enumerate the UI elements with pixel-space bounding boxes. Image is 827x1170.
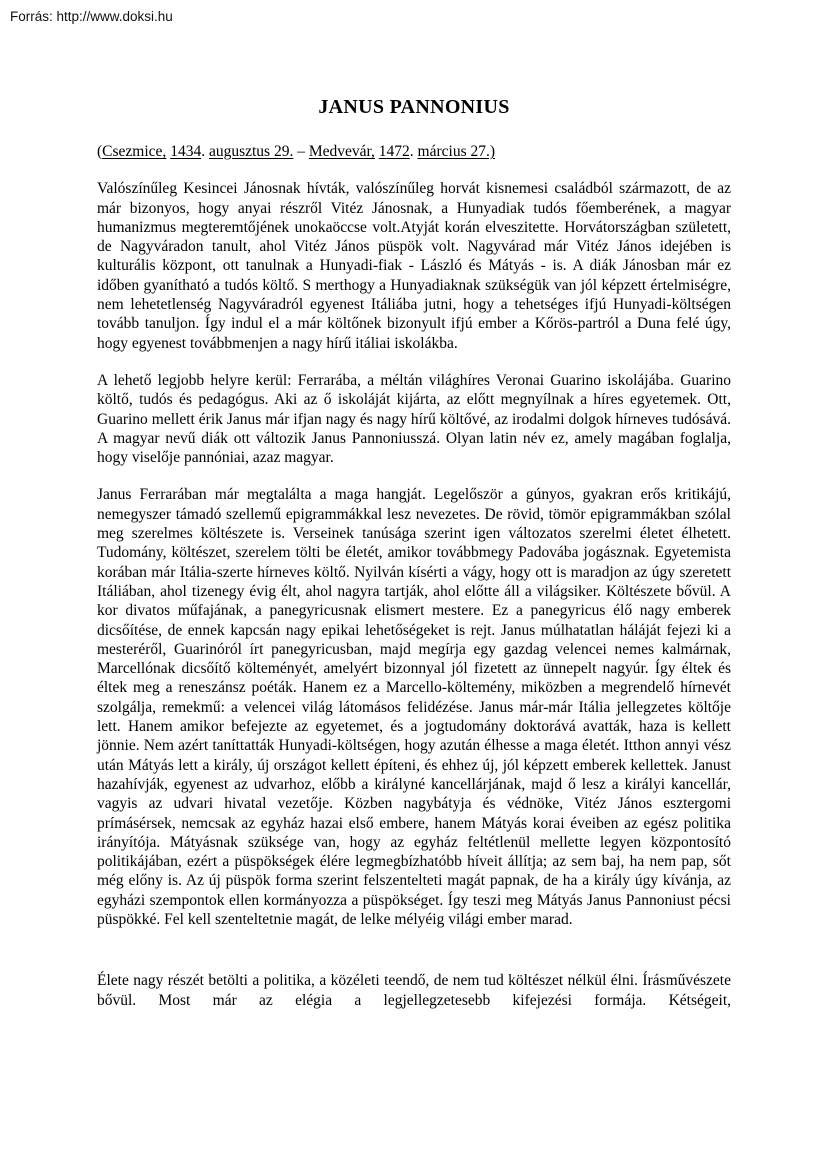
paragraph: Janus Ferrarában már megtalálta a maga hangját. Legelőször a gúnyos, gyakran erős kritikájú, nemegyszer támadó szellemű epigrammákkal lesz nevezetes. De rövid, tömör epigrammákban szólal meg szerelmes költészete is. Verseinek tanúsága szerint igen változatos szerelmi életet élhetett. Tudomány, költészet, szerelem tölti be életét, amikor továbbmegy Padovába jogásznak. Egyetemista korában már Itália-szerte hírneves költő. Nyilván kísérti a vágy, hogy ott is maradjon az úgy szeretett Itáliában, ahol tizenegy évig élt, ahol nagyra tartják, ahol előtte áll a világsiker. Költészete bővül. A kor divatos műfajának, a panegyricusnak elismert mestere. Ez a panegyricus élő nagy emberek dicsőítése, de ennek kapcsán nagy epikai lehetőségeket is rejt. Janus múlhatatlan háláját fejezi ki a mesteréről, Guarinóról írt panegyricusban, majd megírja egy gazdag velencei nemes kalmárnak, Marcellónak dicsőítő költeményét, amelyért bizonnyal jól fizetett az ünnepelt nagyúr. Így éltek és éltek meg a reneszánsz poéták. Hanem ez a Marcello-költemény, miközben a megrendelő hírnevét szolgálja, remekmű: a velencei világ látomásos felidézése. Janus már-már Itália jellegzetes költője lett. Hanem amikor befejezte az egyetemet, és a jogtudomány doktorává avatták, haza is kellett jönnie. Nem azért taníttatták Hunyadi-költségen, hogy azután élhesse a maga életét. Itthon annyi vész után Mátyás lett a király, új országot kellett építeni, és ehhez új, jól képzett emberek kellettek. Janust hazahívják, egyenest az udvarhoz, előbb a királyné kancellárjának, majd ő lesz a királyi kancellár, vagyis az udvari hivatal vezetője. Közben nagybátyja és védnöke, Vitéz János esztergomi prímásérsek, nemcsak az egyház hazai első embere, hanem Mátyás korai éveiben az egész politika irányítója. Mátyásnak szüksége van, hogy az egyház feltétlenül mellette legyen központosító politikájában, ezért a püspökségek élére legmegbízhatóbb híveit állítja; az sem baj, ha nem pap, sőt még előny is. Az új püspök forma szerint felszentelteti magát papnak, de ha a király úgy kívánja, az egyházi szempontok ellen kormányozza a püspökséget. Így teszi meg Mátyás Janus Pannoniust pécsi püspökké. Fel kell szenteltetnie magát, de lelke mélyéig világi ember marad. <box>97 486 731 928</box>
subtitle-link[interactable]: augusztus 29. <box>208 143 294 160</box>
page-title: JANUS PANNONIUS <box>318 96 510 118</box>
subtitle-text: – <box>293 143 309 160</box>
paragraph: Élete nagy részét betölti a politika, a közéleti teendő, de nem tud költészet nélkül élni. Írásművészete bővül. Most már az elégia a legjellegzetesebb kifejezési formája. Kétségeit, <box>97 972 731 1009</box>
subtitle-text: . <box>409 143 418 160</box>
document-content <box>97 96 731 1010</box>
subtitle-link[interactable]: 1472 <box>378 143 410 160</box>
source-header: Forrás: http://www.doksi.hu <box>10 9 173 24</box>
paragraph: Valószínűleg Kesincei Jánosnak hívták, valószínűleg horvát kisnemesi családból származott, de az már bizonyos, hogy anyai részről Vitéz Jánosnak, a Hunyadiak tudós főemberének, a magyar humanizmus megteremtőjének unokaöccse volt.Atyját korán elveszitette. Horvátországban született, de Nagyváradon tanult, ahol Vitéz János püspök volt. Nagyvárad már Vitéz János idejében is kulturális központ, ott tanulnak a Hunyadi-fiak - László és Mátyás - is. A diák Jánosban már ez időben gyanítható a tudós költő. S merthogy a Hunyadiaknak szükségük van jól képzett értelmiségre, nem lehetetlenség Nagyváradról egyenest Itáliába jutni, hogy a tehetséges ifjú Hunyadi-költségen tovább tanuljon. Így indul el a már költőnek bizonyult ifjú ember a Kőrös-partról a Duna felé úgy, hogy egyenest továbbmenjen a nagy hírű itáliai iskolákba. <box>97 180 731 352</box>
document-body <box>97 179 731 1010</box>
paragraph: A lehető legjobb helyre kerül: Ferrarába, a méltán világhíres Veronai Guarino iskolájába. Guarino költő, tudós és pedagógus. Aki az ő iskoláját kijárta, az előtt megnyílnak a híres egyetemek. Ott, Guarino mellett érik Janus már ifjan nagy és nagy hírű költővé, az irodalmi dolgok hírneves tudósává. A magyar nevű diák ott változik Janus Pannoniusszá. Olyan latin név ez, amely magában foglalja, hogy viselője pannóniai, azaz magyar. <box>97 371 731 467</box>
subtitle-link[interactable]: március 27.) <box>417 143 496 160</box>
subtitle-link[interactable]: Medvevár, <box>308 143 375 160</box>
subtitle-link[interactable]: 1434 <box>170 143 202 160</box>
subtitle-text: ( <box>97 143 103 160</box>
subtitle-text: . <box>201 143 209 160</box>
subtitle-link[interactable]: Csezmice, <box>102 143 167 160</box>
subtitle <box>97 142 731 161</box>
